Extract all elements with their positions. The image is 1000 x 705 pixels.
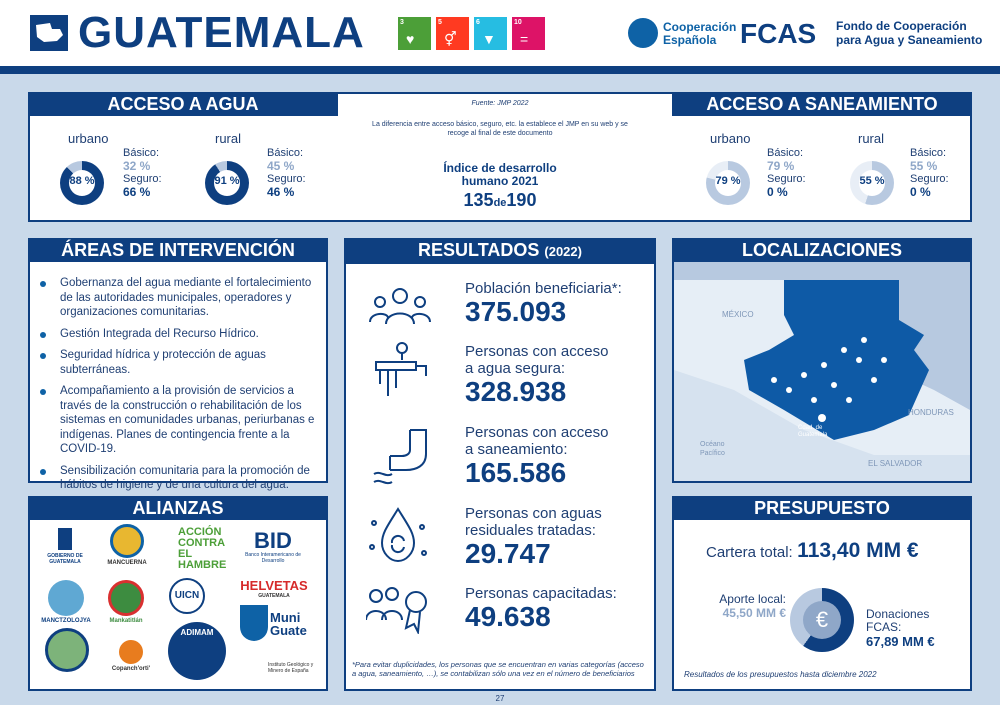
guatemala-map-icon	[30, 15, 68, 51]
presupuesto-title: PRESUPUESTO	[672, 496, 972, 520]
ach-text2: CONTRA	[178, 537, 226, 549]
san-urbano-values	[767, 147, 806, 199]
ods-number: 5	[438, 19, 442, 26]
cooperacion-icon	[628, 18, 658, 48]
helvetas-text: HELVETAS	[240, 578, 308, 593]
mankatitlan-mark	[108, 580, 144, 616]
muniguate-text2: Guate	[270, 623, 307, 638]
helvetas-sub: GUATEMALA	[258, 593, 290, 599]
resultados-note: *Para evitar duplicidades, los personas que se encuentran en varias categorías (acceso a agua, saneamiento, …), se contabilizan sólo una vez en el número de beneficiarios	[352, 660, 644, 678]
bid-logo	[236, 530, 310, 564]
res-value: 49.638	[465, 601, 551, 632]
el-salvador-label: EL SALVADOR	[868, 459, 923, 468]
idh-title1: Índice de desarrollo	[443, 161, 557, 175]
resultado-saneamiento	[465, 424, 608, 488]
area-text: Sensibilización comunitaria para la promoción de hábitos de higiene y de una cultura del agua.	[60, 464, 310, 491]
idh-title2: humano 2021	[461, 174, 539, 188]
basico-label: Básico:	[123, 147, 160, 159]
idh-block	[420, 162, 580, 211]
resultado-residuales	[465, 505, 602, 569]
manctzolojya-logo	[40, 580, 92, 624]
localizaciones-title: LOCALIZACIONES	[672, 238, 972, 262]
euro-icon: €	[803, 601, 841, 639]
basico-label: Básico:	[767, 147, 804, 159]
ods-number: 3	[400, 19, 404, 26]
resultado-beneficiaria	[465, 280, 622, 327]
muniguate-text1: Muni	[270, 610, 301, 625]
muniguate-shield-icon	[240, 605, 268, 641]
heart-pulse-icon: ♥	[406, 31, 415, 47]
agua-urbano-pct: 88 %	[69, 175, 95, 187]
agua-urbano-label: urbano	[68, 131, 109, 146]
fcas-line2: para Agua y Saneamiento	[836, 33, 983, 47]
adimam-logo	[165, 622, 229, 680]
presupuesto-note: Resultados de los presupuestos hasta diciembre 2022	[684, 670, 877, 679]
ods-6-badge	[474, 17, 507, 50]
res-value: 29.747	[465, 538, 551, 569]
nota-text: La diferencia entre acceso básico, seguro, etc. la establece el JMP en su web y se recoge al final de este documento	[372, 121, 628, 137]
cartera-total	[706, 539, 919, 563]
coponchorti-logo	[106, 640, 156, 672]
capital-line1: Cdad. de	[798, 425, 823, 431]
list-item	[30, 384, 316, 457]
san-urbano-basico: 79 %	[767, 159, 795, 173]
list-item	[30, 327, 316, 342]
coop-line2: Española	[663, 33, 717, 47]
list-item	[30, 348, 316, 377]
gender-icon: ⚥	[444, 31, 457, 47]
oceano-label	[700, 440, 725, 458]
water-glass-icon: ▼	[482, 31, 496, 47]
agua-rural-label: rural	[215, 131, 242, 146]
cartera-value: 113,40 MM €	[797, 539, 919, 562]
list-item	[30, 276, 316, 320]
gobierno-text: GOBIERNO DE GUATEMALA	[47, 553, 83, 565]
res-label: Personas con aguas	[465, 505, 602, 522]
resultados-title-text: RESULTADOS	[418, 240, 540, 260]
area-text: Seguridad hídrica y protección de aguas subterráneas.	[60, 349, 266, 376]
mancuerna-mark	[110, 524, 144, 558]
adimam-text: ADIMAM	[168, 622, 226, 680]
agua-rural-values	[267, 147, 306, 199]
san-rural-pct: 55 %	[859, 175, 885, 187]
presupuesto-donut	[790, 588, 854, 652]
sanitation-pipe-icon	[366, 426, 430, 495]
donaciones-label1: Donaciones	[866, 607, 930, 621]
capital-label	[798, 425, 827, 439]
agua-rural-seguro: 46 %	[267, 185, 295, 199]
header-divider	[0, 66, 1000, 74]
aporte-label: Aporte local:	[719, 592, 786, 606]
donaciones-label2: FCAS:	[866, 620, 902, 634]
seguro-label: Seguro:	[767, 173, 806, 185]
seguro-label: Seguro:	[267, 173, 306, 185]
san-urbano-donut	[706, 161, 750, 205]
san-rural-values	[910, 147, 949, 199]
bullet-icon	[40, 389, 46, 395]
page-title: GUATEMALA	[78, 8, 365, 57]
res-label: Población beneficiaria*:	[465, 280, 622, 297]
ods-5-badge	[436, 17, 469, 50]
basico-label: Básico:	[267, 147, 304, 159]
oceano-line1: Océano	[700, 441, 725, 448]
agua-urbano-basico: 32 %	[123, 159, 151, 173]
donaciones-value: 67,89 MM €	[866, 634, 935, 649]
mankatitlan-logo	[100, 580, 152, 624]
ach-text3: EL HAMBRE	[178, 548, 227, 571]
mexico-label: MÉXICO	[722, 310, 754, 319]
bid-sub: Banco Interamericano de Desarrollo	[245, 552, 301, 564]
res-label: a agua segura:	[465, 360, 566, 377]
res-label: a saneamiento:	[465, 441, 568, 458]
fuente-text: Fuente: JMP 2022	[471, 100, 529, 107]
donaciones-fcas	[866, 608, 935, 649]
idh-de: de	[493, 197, 507, 209]
agua-rural-donut	[205, 161, 249, 205]
page-number: 27	[495, 694, 505, 703]
areas-list	[30, 276, 316, 493]
san-urbano-pct: 79 %	[715, 175, 741, 187]
area-text: Gestión Integrada del Recurso Hídrico.	[60, 327, 259, 340]
resultados-title	[344, 238, 656, 264]
water-tap-icon	[366, 340, 430, 409]
uicn-text: UICN	[169, 578, 205, 614]
aporte-value: 45,50 MM €	[722, 606, 786, 620]
seguro-label: Seguro:	[910, 173, 949, 185]
fcas-mark: FCAS	[740, 18, 817, 49]
manctzolojya-mark	[48, 580, 84, 616]
acceso-saneamiento-title: ACCESO A SANEAMIENTO	[672, 92, 972, 116]
water-recycle-icon	[366, 503, 430, 572]
res-value: 165.586	[465, 457, 567, 488]
bullet-icon	[40, 281, 46, 287]
ods-10-badge	[512, 17, 545, 50]
mancuerna-text: MANCUERNA	[107, 560, 147, 566]
idh-rank: 135	[463, 190, 494, 210]
san-urbano-label: urbano	[710, 131, 751, 146]
area-text: Acompañamiento a la provisión de servicios a través de la construcción o rehabilitación de los sistemas en comunidades urbanas, periurbanas e indígenas. Planes de contingencia frente a la COVID-19.	[60, 385, 315, 455]
agua-urbano-donut	[60, 161, 104, 205]
agua-rural-basico: 45 %	[267, 159, 295, 173]
community-seal-mark	[45, 628, 89, 672]
cartera-label: Cartera total:	[706, 544, 793, 561]
res-label: Personas capacitadas:	[465, 585, 617, 602]
list-item	[30, 464, 316, 493]
gobierno-mark	[58, 528, 72, 550]
san-rural-donut	[850, 161, 894, 205]
area-text: Gobernanza del agua mediante el fortalecimiento de las autoridades municipales, operadores y organizaciones comunitarias.	[60, 277, 312, 318]
basico-label: Básico:	[910, 147, 947, 159]
aporte-local	[710, 592, 786, 620]
alianzas-title: ALIANZAS	[28, 496, 328, 520]
ods-number: 6	[476, 19, 480, 26]
people-group-icon	[368, 284, 432, 333]
resultado-agua-segura	[465, 343, 608, 407]
areas-panel	[28, 238, 328, 491]
seguro-label: Seguro:	[123, 173, 162, 185]
bullet-icon	[40, 469, 46, 475]
san-urbano-seguro: 0 %	[767, 185, 788, 199]
agua-rural-pct: 91 %	[214, 175, 240, 187]
bullet-icon	[40, 332, 46, 338]
coponchorti-mark	[119, 640, 143, 664]
res-label: Personas con acceso	[465, 424, 609, 441]
mankatitlan-text: Mankatitlán	[109, 618, 143, 624]
equality-icon: =	[520, 31, 529, 47]
coop-line1: Cooperación	[663, 20, 737, 34]
igme-logo	[258, 662, 318, 674]
igme-text: Instituto Geológico y Minero de España	[268, 662, 314, 674]
honduras-label: HONDURAS	[908, 408, 954, 417]
agua-urbano-values	[123, 147, 162, 199]
uicn-logo	[165, 578, 209, 614]
acceso-agua-title: ACCESO A AGUA	[28, 92, 338, 116]
gobierno-guatemala-logo	[40, 528, 90, 565]
idh-total: 190	[506, 190, 537, 210]
community-seal-logo	[40, 628, 94, 672]
res-value: 375.093	[465, 296, 567, 327]
mancuerna-logo	[102, 524, 152, 566]
resultados-year: (2022)	[544, 244, 582, 259]
oceano-line2: Pacífico	[700, 450, 725, 457]
ach-text1: ACCIÓN	[178, 526, 222, 538]
training-award-icon	[366, 580, 430, 639]
san-rural-label: rural	[858, 131, 885, 146]
resultado-capacitadas	[465, 585, 617, 632]
res-label: Personas con acceso	[465, 343, 609, 360]
accion-contra-el-hambre-logo	[162, 526, 227, 571]
fcas-line1: Fondo de Cooperación	[836, 19, 967, 33]
helvetas-logo	[234, 578, 314, 599]
areas-title: ÁREAS DE INTERVENCIÓN	[28, 238, 328, 262]
agua-urbano-seguro: 66 %	[123, 185, 151, 199]
capital-line2: Guatemala	[798, 432, 828, 438]
san-rural-seguro: 0 %	[910, 185, 931, 199]
coponchorti-text: Copanch'orti'	[111, 666, 151, 672]
bullet-icon	[40, 353, 46, 359]
manctzolojya-text: MANCTZOLOJYA	[41, 618, 91, 624]
ods-number: 10	[514, 19, 522, 26]
san-rural-basico: 55 %	[910, 159, 938, 173]
res-label: residuales tratadas:	[465, 522, 596, 539]
ods-3-badge	[398, 17, 431, 50]
res-value: 328.938	[465, 376, 567, 407]
bid-text: BID	[254, 528, 292, 553]
